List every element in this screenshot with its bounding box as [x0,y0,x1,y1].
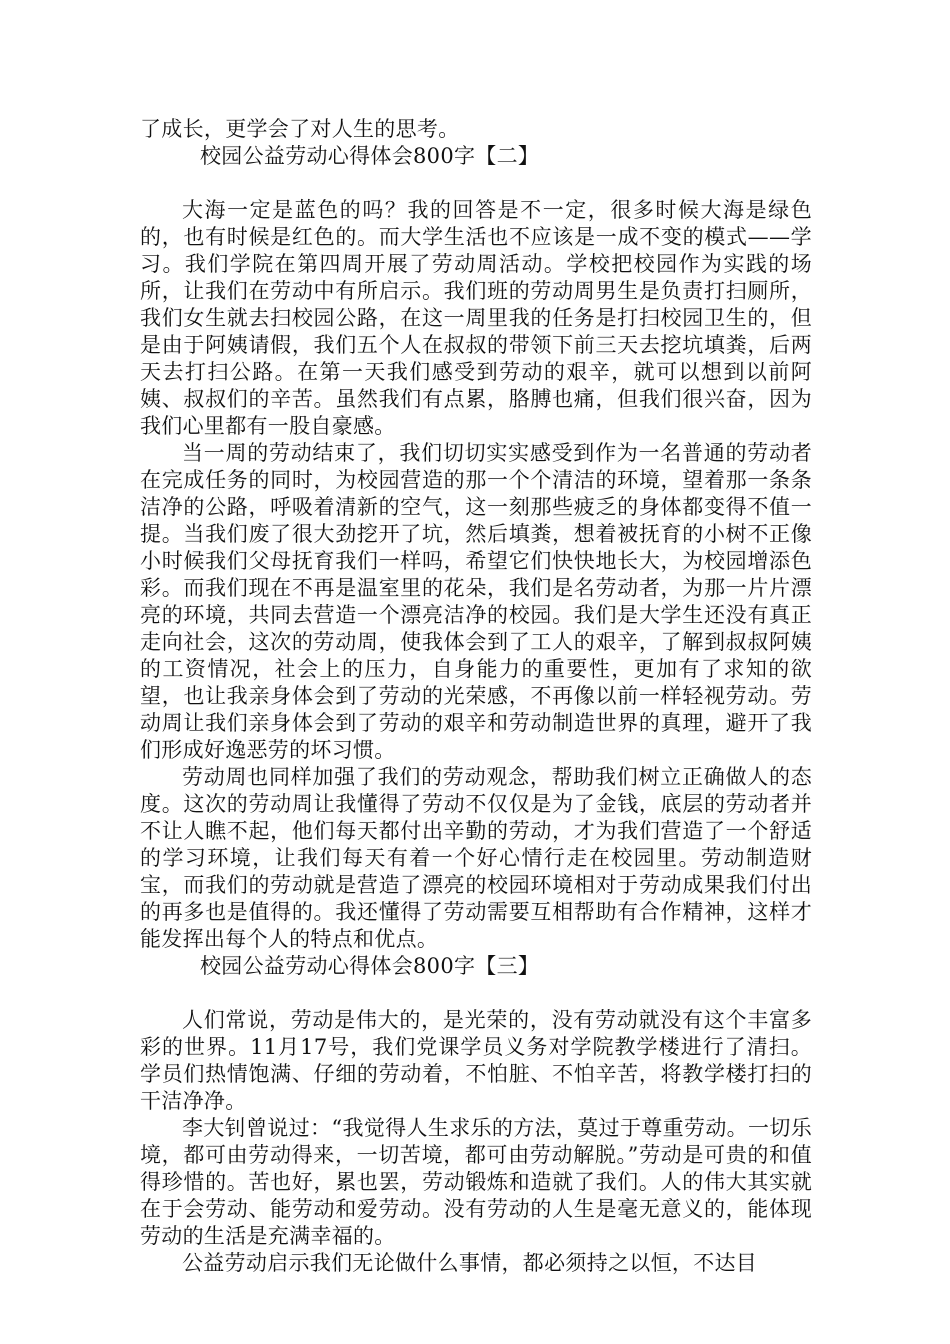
blank-line [140,170,812,197]
paragraph: 李大钊曾说过：“我觉得人生求乐的方法，莫过于尊重劳动。一切乐境，都可由劳动得来，一切苦境，都可由劳动解脱。”劳动是可贵的和值得珍惜的。苦也好，累也罢，劳动锻炼和造就了我们。人的伟大其实就在于会劳动、能劳动和爱劳动。没有劳动的人生是毫无意义的，能体现劳动的生活是充满幸福的。 [140,1116,812,1248]
paragraph: 公益劳动启示我们无论做什么事情，都必须持之以恒，不达目 [182,1251,758,1275]
paragraph: 劳动周也同样加强了我们的劳动观念，帮助我们树立正确做人的态度。这次的劳动周让我懂得了劳动不仅仅是为了金钱，底层的劳动者并不让人瞧不起，他们每天都付出辛勤的劳动，才为我们营造了一个舒适的学习环境，让我们每天有着一个好心情行走在校园里。劳动制造财宝，而我们的劳动就是营造了漂亮的校园环境相对于劳动成果我们付出的再多也是值得的。我还懂得了劳动需要互相帮助有合作精神，这样才能发挥出每个人的特点和优点。 [140,765,812,951]
paragraph-continuation: 了成长，更学会了对人生的思考。 [140,117,460,141]
paragraph: 当一周的劳动结束了，我们切切实实感受到作为一名普通的劳动者在完成任务的同时，为校园营造的那一个个清洁的环境，望着那一条条洁净的公路，呼吸着清新的空气，这一刻那些疲乏的身体都变得不值一提。当我们废了很大劲挖开了坑，然后填粪，想着被抚育的小树不正像小时候我们父母抚育我们一样吗，希望它们快快地长大，为校园增添色彩。而我们现在不再是温室里的花朵，我们是名劳动者，为那一片片漂亮的环境，共同去营造一个漂亮洁净的校园。我们是大学生还没有真正走向社会，这次的劳动周，使我体会到了工人的艰辛，了解到叔叔阿姨的工资情况，社会上的压力，自身能力的重要性，更加有了求知的欲望，也让我亲身体会到了劳动的光荣感，不再像以前一样轻视劳动。劳动周让我们亲身体会到了劳动的艰辛和劳动制造世界的真理，避开了我们形成好逸恶劳的坏习惯。 [140,441,812,762]
paragraph: 大海一定是蓝色的吗？我的回答是不一定，很多时候大海是绿色的，也有时候是红色的。而大学生活也不应该是一成不变的模式——学习。我们学院在第四周开展了劳动周活动。学校把校园作为实践的场所，让我们在劳动中有所启示。我们班的劳动周男生是负责打扫厕所，我们女生就去扫校园公路，在这一周里我的任务是打扫校园卫生的，但是由于阿姨请假，我们五个人在叔叔的带领下前三天去挖坑填粪，后两天去打扫公路。在第一天我们感受到劳动的艰辛，就可以想到以前阿姨、叔叔们的辛苦。虽然我们有点累，胳膊也痛，但我们很兴奋，因为我们心里都有一股自豪感。 [140,198,812,438]
blank-line [140,980,812,1007]
section-heading-3: 校园公益劳动心得体会800字【三】 [200,954,540,978]
document-page [140,116,812,1277]
paragraph: 人们常说，劳动是伟大的，是光荣的，没有劳动就没有这个丰富多彩的世界。11月17号，我们党课学员义务对学院教学楼进行了清扫。学员们热情饱满、仔细的劳动着，不怕脏、不怕辛苦，将教学楼打扫的干洁净净。 [140,1008,812,1113]
section-heading-2: 校园公益劳动心得体会800字【二】 [200,144,540,168]
